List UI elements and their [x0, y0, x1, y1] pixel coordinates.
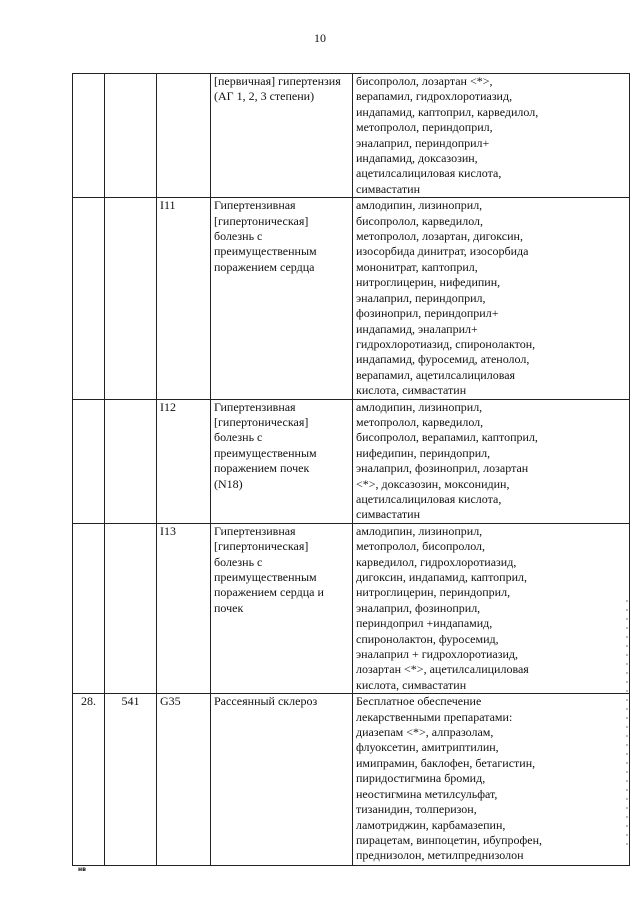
model-number-cell	[105, 74, 157, 198]
treatment-cell: Бесплатное обеспечение лекарственными препаратами: диазепам <*>, алпразолам, флуоксетин, амитриптилин, имипрамин, баклофен, бетагистин, пиридостигмина бромид, неостигмина метилсульфат, тизанидин, толперизон, ламотриджин, карбамазепин, пирацетам, винпоцетин, ибупрофен, преднизолон, метилпреднизолон	[353, 694, 630, 866]
footer-mark: нв	[78, 866, 86, 873]
row-number-cell	[73, 198, 105, 399]
table-row	[73, 74, 630, 198]
icd-code-cell	[157, 74, 211, 198]
treatment-cell: бисопролол, лозартан <*>, верапамил, гидрохлоротиазид, индапамид, каптоприл, карведилол, метопролол, периндоприл, эналаприл, периндоприл+ индапамид, доксазозин, ацетилсалициловая кислота, симвастатин	[353, 74, 630, 198]
scan-edge-dots	[626, 600, 628, 850]
treatment-cell: амлодипин, лизиноприл, метопролол, карведилол, бисопролол, верапамил, каптоприл, нифедипин, периндоприл, эналаприл, фозиноприл, лозартан <*>, доксазозин, моксонидин, ацетилсалициловая кислота, симвастатин	[353, 399, 630, 523]
table-row	[73, 399, 630, 523]
row-number-cell	[73, 399, 105, 523]
treatment-cell: амлодипин, лизиноприл, бисопролол, карведилол, метопролол, лозартан, дигоксин, изосорбида динитрат, изосорбида мононитрат, каптоприл, нитроглицерин, нифедипин, эналаприл, периндоприл, фозиноприл, периндоприл+ индапамид, эналаприл+ гидрохлоротиазид, спиронолактон, индапамид, фуросемид, атенолол, верапамил, ацетилсалициловая кислота, симвастатин	[353, 198, 630, 399]
row-number-cell	[73, 523, 105, 693]
icd-code-cell: G35	[157, 694, 211, 866]
disease-cell: Рассеянный склероз	[211, 694, 353, 866]
table-row	[73, 198, 630, 399]
model-number-cell: 541	[105, 694, 157, 866]
treatment-cell: амлодипин, лизиноприл, метопролол, бисопролол, карведилол, гидрохлоротиазид, дигоксин, индапамид, каптоприл, нитроглицерин, периндоприл, эналаприл, фозиноприл, периндоприл +индапамид, спиронолактон, фуросемид, эналаприл + гидрохлоротиазид, лозартан <*>, ацетилсалициловая кислота, симвастатин	[353, 523, 630, 693]
model-number-cell	[105, 198, 157, 399]
table-row	[73, 523, 630, 693]
disease-cell: [первичная] гипертензия (АГ 1, 2, 3 степени)	[211, 74, 353, 198]
disease-cell: Гипертензивная [гипертоническая] болезнь с преимущественным поражением почек (N18)	[211, 399, 353, 523]
model-number-cell	[105, 523, 157, 693]
row-number-cell	[73, 74, 105, 198]
medication-table	[72, 73, 630, 866]
disease-cell: Гипертензивная [гипертоническая] болезнь с преимущественным поражением сердца	[211, 198, 353, 399]
page-number: 10	[314, 31, 326, 45]
model-number-cell	[105, 399, 157, 523]
disease-cell: Гипертензивная [гипертоническая] болезнь с преимущественным поражением сердца и почек	[211, 523, 353, 693]
icd-code-cell: I13	[157, 523, 211, 693]
table-row	[73, 694, 630, 866]
row-number-cell: 28.	[73, 694, 105, 866]
icd-code-cell: I12	[157, 399, 211, 523]
icd-code-cell: I11	[157, 198, 211, 399]
